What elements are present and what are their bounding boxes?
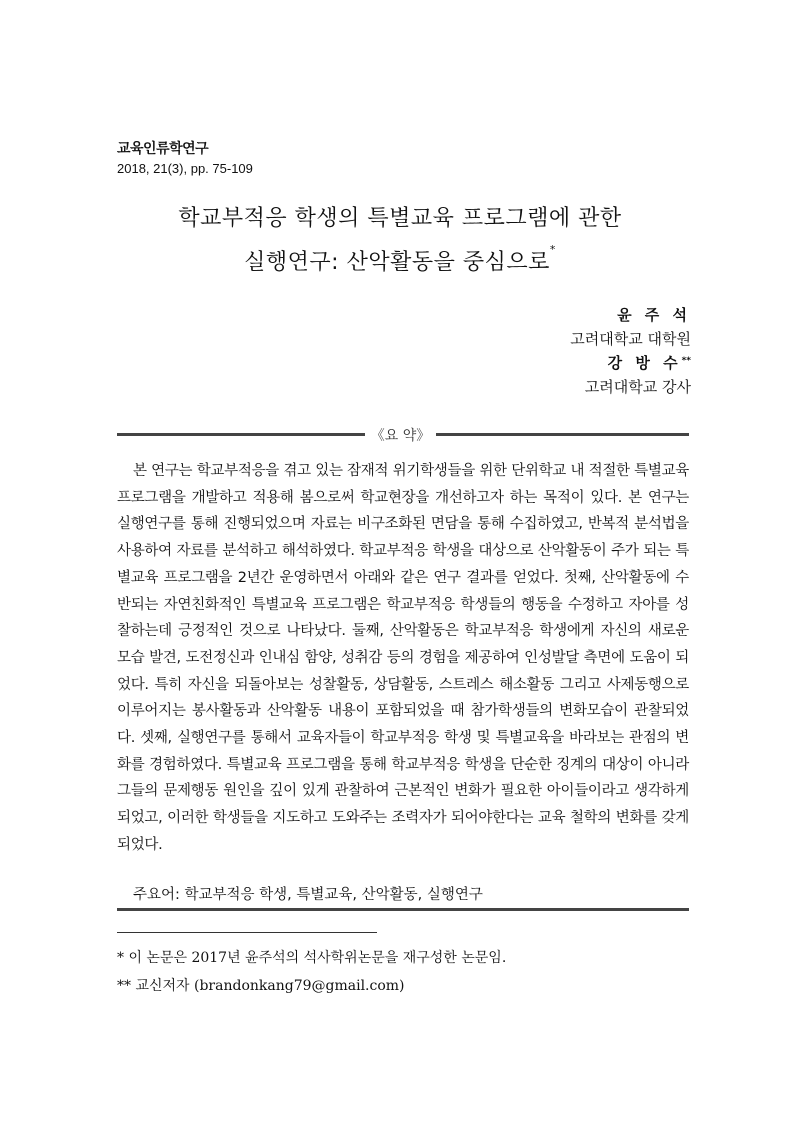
abstract-label: 《요 약》 (370, 428, 431, 444)
abstract-rule-right (436, 433, 689, 436)
footnote-1: * 이 논문은 2017년 윤주석의 석사학위논문을 재구성한 논문임. (117, 950, 507, 966)
abstract-rule-left (117, 433, 365, 436)
title-footnote-marker: * (549, 243, 556, 256)
keywords: 주요어: 학교부적응 학생, 특별교육, 산악활동, 실행연구 (133, 887, 483, 903)
paper-title-line-2 (0, 245, 800, 276)
abstract-body: 본 연구는 학교부적응을 겪고 있는 잠재적 위기학생들을 위한 단위학교 내 적절한 특별교육 프로그램을 개발하고 적용해 봄으로써 학교현장을 개선하고자 하는 목적이 있다. 본 연구는 실행연구를 통해 진행되었으며 자료는 비구조화된 면담을 통해 수집하였고, 반복적 분석법을 사용하여 자료를 분석하고 해석하였다. 학교부적응 학생을 대상으로 산악활동이 주가 되는 특별교육 프로그램을 2년간 운영하면서 아래와 같은 연구 결과를 얻었다. 첫째, 산악활동에 수반되는 자연친화적인 특별교육 프로그램은 학교부적응 학생들의 행동을 수정하고 자아를 성찰하는데 긍정적인 것으로 나타났다. 둘째, 산악활동은 학교부적응 학생에게 자신의 새로운 모습 발견, 도전정신과 인내심 함양, 성취감 등의 경험을 제공하여 인성발달 측면에 도움이 되었다. 특히 자신을 되돌아보는 성찰활동, 상담활동, 스트레스 해소활동 그리고 사제동행으로 이루어지는 봉사활동과 산악활동 내용이 포함되었을 때 참가학생들의 변화모습이 관찰되었다. 셋째, 실행연구를 통해서 교육자들이 학교부적응 학생 및 특별교육을 바라보는 관점의 변화를 경험하였다. 특별교육 프로그램을 통해 학교부적응 학생을 단순한 징계의 대상이 아니라 그들의 문제행동 원인을 깊이 있게 관찰하여 근본적인 변화가 필요한 아이들이라고 생각하게 되었고, 이러한 학생들을 지도하고 도와주는 조력자가 되어야한다는 교육 철학의 변화를 갖게 되었다. (117, 463, 689, 853)
paper-title-line-1 (0, 201, 800, 232)
citation-info: 2018, 21(3), pp. 75-109 (117, 161, 253, 176)
author-1-affiliation: 고려대학교 대학원 (570, 330, 691, 348)
author-2-affiliation: 고려대학교 강사 (584, 378, 691, 396)
keywords-rule (117, 908, 689, 911)
title-text-1: 학교부적응 학생의 특별교육 프로그램에 관한 (178, 206, 622, 231)
author-block (570, 303, 691, 399)
author-2-name: 강 방 수** (607, 354, 691, 372)
title-text-2: 실행연구: 산악활동을 중심으로 (244, 250, 550, 275)
footnote-divider (117, 932, 377, 933)
abstract-header (117, 425, 689, 445)
author-1-name: 윤 주 석 (617, 306, 691, 324)
footnote-2: ** 교신저자 (brandonkang79@gmail.com) (117, 978, 405, 994)
journal-name: 교육인류학연구 (117, 141, 209, 157)
